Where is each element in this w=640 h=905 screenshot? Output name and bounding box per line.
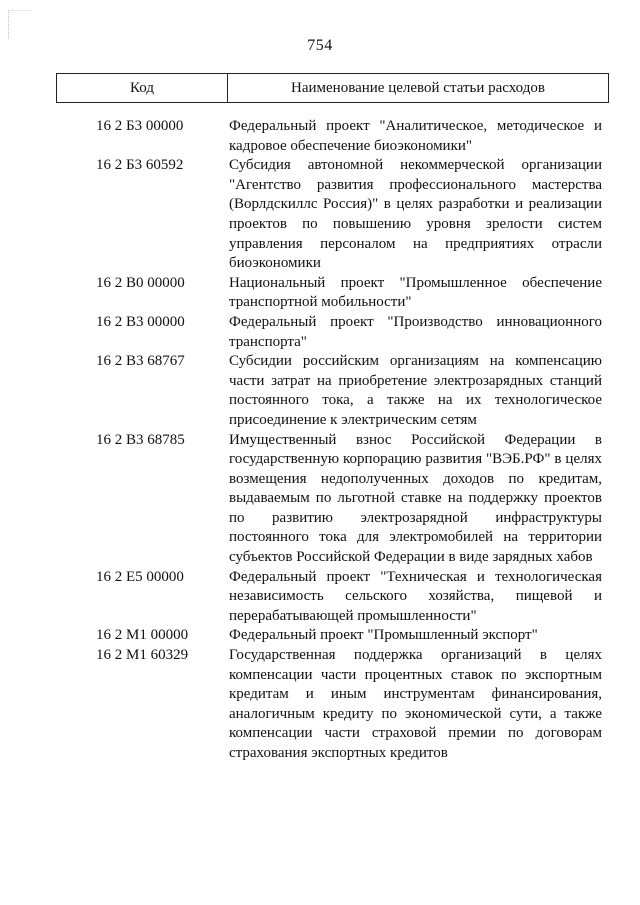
table-row [56,274,609,313]
table-row [56,313,609,352]
table-row [56,568,609,627]
table-body [56,117,609,764]
table-row [56,431,609,568]
row-code: 16 2 М1 00000 [96,627,189,644]
row-name: Федеральный проект "Производство инновационного транспорта" [229,313,602,350]
row-code: 16 2 Е5 00000 [96,568,184,585]
row-name: Национальный проект "Промышленное обеспечение транспортной мобильности" [229,274,602,311]
row-name: Федеральный проект "Аналитическое, методическое и кадровое обеспечение биоэкономики" [229,118,602,154]
row-code: 16 2 В3 68767 [96,353,185,370]
row-code: 16 2 В3 68785 [96,431,185,448]
table-row [56,626,609,646]
row-name: Государственная поддержка организаций в целях компенсации части процентных ставок по экспортным кредитам и иным инструментам финансирования, аналогичным кредиту по экономической сути, а также компенсации части страховой премии по договорам страхования экспортных кредитов [229,647,602,761]
table-row [56,117,609,156]
row-name: Субсидия автономной некоммерческой организации "Агентство развития профессионального мастерства (Ворлдскиллс Россия)" в целях разработки и реализации проектов по повышению уровня зрелости систем управления персоналом на предприятиях отрасли биоэкономики [229,157,602,272]
row-code: 16 2 Б3 60592 [96,157,184,174]
row-name: Федеральный проект "Промышленный экспорт" [229,627,538,644]
row-code: 16 2 В0 00000 [96,274,185,291]
table-row [56,646,609,764]
header-code: Код [57,74,228,102]
header-name: Наименование целевой статьи расходов [291,79,545,96]
page-number: 754 [307,37,333,54]
row-name: Имущественный взнос Российской Федерации в государственную корпорацию развития "ВЭБ.РФ" в целях возмещения недополученных доходов по кредитам, выдаваемым по льготной ставке на поддержку проектов по развитию электрозарядной инфраструктуры постоянного тока для электромобилей на территории субъектов Российской Федерации в виде зарядных хабов [229,431,602,566]
row-name: Федеральный проект "Техническая и технологическая независимость сельского хозяйства, пищевой и перерабатывающей промышленности" [229,568,602,624]
row-code: 16 2 В3 00000 [96,313,185,330]
row-name: Субсидии российским организациям на компенсацию части затрат на приобретение электрозарядных станций постоянного тока, а также на их технологическое присоединение к электрическим сетям [229,353,602,428]
row-code: 16 2 М1 60329 [96,647,189,664]
table-header [56,73,609,103]
row-code: 16 2 Б3 00000 [96,118,184,134]
table-row [56,352,609,430]
table-row [56,156,609,274]
scan-artifact [8,10,31,39]
